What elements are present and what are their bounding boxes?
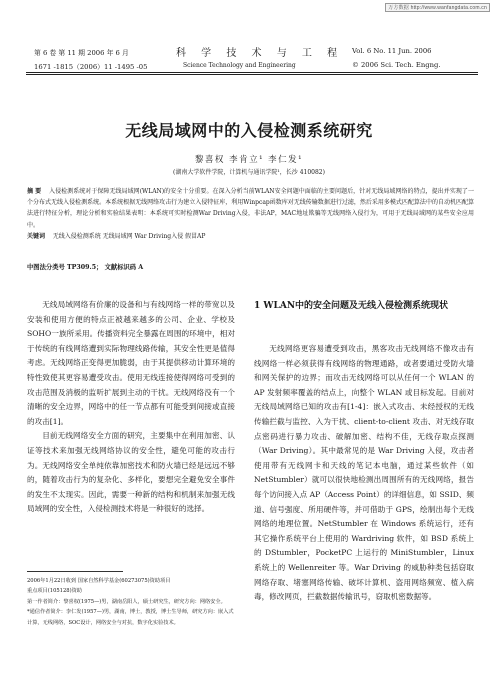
header-rule-bottom bbox=[26, 74, 478, 75]
volume-info: Vol. 6 No. 11 Jun. 2006 bbox=[352, 47, 432, 55]
section-paragraph-1: 无线网络更容易遭受到攻击，黑客攻击无线网络不像攻击有线网络一样必须获得有线网络的物理通路，或者要通过受防火墙和网关保护的边界；而攻击无线网络可以从任何一个 WLAN 的 AP 发射频率覆盖的结点上，向整个 WLAN 或目标发起。目前对无线局域网络已知的攻击有[1-4]：嵌入式攻击、未经授权的无线传输拦截与监控、入为干扰、client-to-client 攻击、对无线存取点密码进行暴力攻击、破解加密、结构不佳，无线存取点探测（War Driving）。其中最常见的是 War Driving 入侵，攻击者使用带有无线网卡和天线的笔记本电脑，通过某些软件（如 NetStumbler）就可以很快地检测出周围所有的无线网络，报告每个访问接入点 AP（Access Point）的详细信息，如 SSID、频道、信号强度、所用硬件等，并可借助于 GPS，绘制出每个无线网络的地理位置。NetStumbler 在 Windows 系统运行，还有其它操作系统平台上使用的 Wardriving 软件，如 BSD 系统上的 DStumbler，PocketPC 上运行的 MiniStumbler，Linux 系统上的 Wellenreiter 等。War Driving 的威胁种类包括窃取网络存取、堵塞网络传输、破坏计算机、盗用网络频宽、植入病毒，修改网页，拦截数据传输讯号，窃取机密数据等。 bbox=[254, 344, 474, 602]
footnote-first-author: 第一作者简介：黎喜权(1975—)男，湖南岳阳人，硕士研究生，研究方向：网络安全。 bbox=[27, 598, 226, 605]
abstract bbox=[27, 186, 474, 242]
section-heading: 1 WLAN中的安全问题及无线入侵检测系统现状 bbox=[254, 301, 449, 311]
watermark-stamp: 万方数据 http://www.wanfangdata.com.cn bbox=[385, 3, 490, 12]
abstract-text: 入侵检测系统对于保障无线局域网(WLAN)的安全十分重要。在深入分析当前WLAN安全问题中面临的主要问题后，针对无线局域网络的特点，提出并实现了一个分布式无线入侵检测系统。本系统根据无线网络攻击行为建立入侵特征库，利用Winpcap函数库对无线传输数据进行过滤，然后采用多模式匹配算法中的自动机匹配算法进行特征分析，理论分析和实验结果表明：本系统可实时检测War Driving入侵，非法AP，MAC地址欺骗等无线网络入侵行为，可用于无线局域网的某些安全应用中。 bbox=[27, 188, 474, 229]
keywords-text: 无线入侵检测系统 无线局域网 War Driving入侵 假冒AP bbox=[52, 232, 206, 240]
copyright-line: © 2006 Sci. Tech. Engng. bbox=[352, 61, 441, 69]
footnote-funding: 重点项目(105128)资助 bbox=[27, 588, 82, 595]
article-id-number: 1671 -1815（2006）11 -1495 -05 bbox=[34, 63, 148, 71]
footnote-corresponding-author: *通信作者简介：李仁发(1957—)男，湖南，博士，教授，博士生导师，研究方向：嵌入式计算，无线网络，SOC设计，网络安全与对抗，数字化实验技术。 bbox=[27, 609, 234, 626]
journal-issue-info: 第 6 卷 第 11 期 2006 年 6 月 bbox=[34, 49, 129, 57]
keywords-label: 关键词 bbox=[27, 232, 46, 240]
classification-text: 中图法分类号 TP309.5； 文献标识码 A bbox=[27, 264, 144, 271]
right-column bbox=[254, 342, 474, 605]
author-affiliation: (湖南大学软件学院，计算机与通讯学院¹，长沙 410082) bbox=[173, 169, 325, 176]
header-rule-top bbox=[26, 72, 478, 73]
classification-line bbox=[27, 262, 143, 271]
paper-title: 无线局域网中的入侵检测系统研究 bbox=[125, 121, 373, 140]
footnote-received: 2006年1月22日收到 国家自然科学基金(60273075)资助项目 bbox=[27, 578, 171, 584]
intro-paragraph-2: 目前无线网络安全方面的研究，主要集中在利用加密、认证等技术来加强无线网络协议的安全性，避免可能的攻击行为。无线网络安全单纯依靠加密技术和防火墙已经是远远不够的，随着攻击行为的复杂化、多样化，要想完全避免安全事件的发生不太现实。因此，需要一种新的结构和机制来加强无线局域网的安全性，入侵检测技术将是一种很好的选择。 bbox=[27, 431, 235, 514]
journal-title-english: Science Technology and Engineering bbox=[183, 62, 296, 69]
footnotes bbox=[27, 576, 235, 628]
journal-title: 科 学 技 术 与 工 程 bbox=[176, 48, 344, 59]
abstract-label: 摘 要 bbox=[27, 188, 42, 195]
left-column bbox=[27, 298, 235, 517]
intro-paragraph-1: 无线局域网络有价廉的设备和与有线网络一样的带宽以及安装和使用方便的特点正被越来越多的公司、企业、学校及SOHO一族所采用。传播资料完全暴露在周围的环境中，相对于传统的有线网络遭到实际物理线路传输，其安全性更是值得考虑。无线网络正变得更加脆弱，由于其提供移动计算环境的特性致使其更容易遭受攻击。使用无线连接使得网络可受到的攻击范围及消极的监听扩展到主动的干扰。无线网络没有一个清晰的安全边界，网络中的任一节点都有可能受到间接或直接的攻击[1]。 bbox=[27, 300, 235, 426]
footnote-rule bbox=[27, 571, 123, 572]
author-list: 黎喜权 李肯立¹ 李仁发¹ bbox=[194, 155, 304, 165]
